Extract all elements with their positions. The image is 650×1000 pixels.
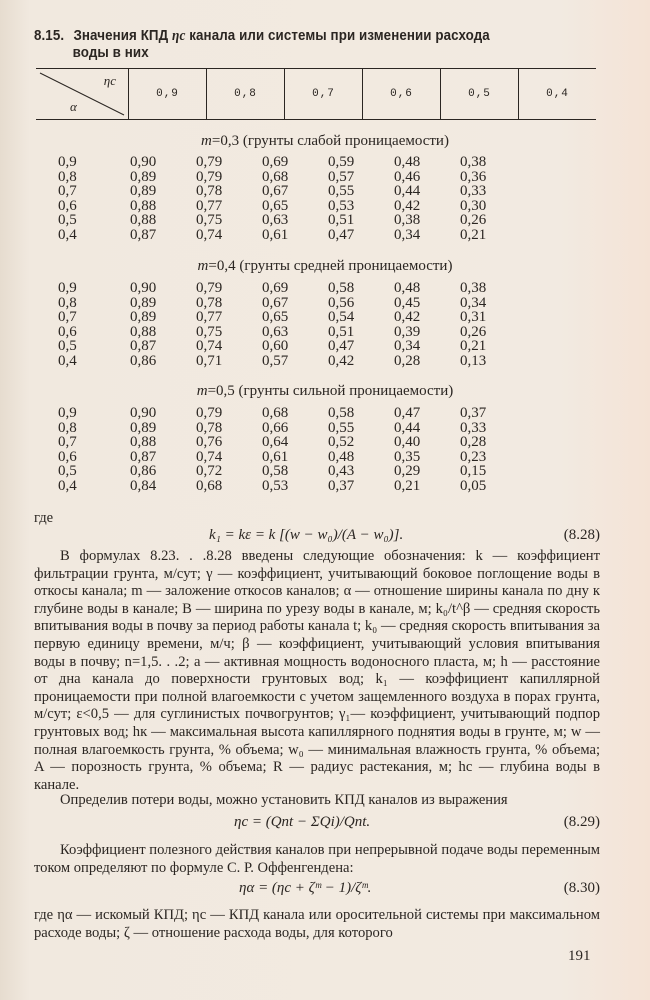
value-cell: 0,74 [196, 448, 223, 465]
table-row [58, 199, 526, 214]
table-row [58, 213, 526, 228]
value-cell: 0,34 [394, 338, 421, 355]
value-cell: 0,89 [130, 419, 157, 436]
value-cell: 0,90 [130, 405, 157, 421]
value-cell: 0,52 [328, 434, 355, 451]
group-title-m04: m=0,4 (грунты средней проницаемости) [197, 258, 453, 274]
table-group-m03 [58, 155, 526, 243]
column-header: 0,9 [129, 69, 207, 119]
value-cell: 0,89 [130, 294, 157, 311]
alpha-cell: 0,9 [58, 280, 77, 296]
corner-alpha-label: α [70, 99, 77, 114]
value-cell: 0,90 [130, 280, 157, 296]
value-cell: 0,30 [460, 197, 487, 214]
value-cell: 0,48 [394, 280, 421, 296]
value-cell: 0,75 [196, 323, 223, 340]
table-corner-cell [36, 69, 129, 119]
value-cell: 0,72 [196, 463, 223, 480]
value-cell: 0,53 [262, 477, 289, 494]
value-cell: 0,59 [328, 154, 355, 170]
value-cell: 0,79 [196, 168, 223, 185]
paragraph-offengenden: Коэффициент полезного действия каналов при непрерывной подаче воды переменным током определяют по формуле С. Р. Оффенгендена: [34, 842, 600, 876]
value-cell: 0,51 [328, 323, 355, 340]
value-cell: 0,34 [460, 294, 487, 311]
value-cell: 0,88 [130, 323, 157, 340]
value-cell: 0,31 [460, 309, 487, 326]
table-row [58, 450, 526, 465]
value-cell: 0,86 [130, 352, 157, 369]
value-cell: 0,38 [394, 212, 421, 229]
value-cell: 0,28 [394, 352, 421, 369]
value-cell: 0,21 [460, 226, 487, 243]
table-row [58, 464, 526, 479]
value-cell: 0,21 [394, 477, 421, 494]
caption-text-line2: воды в них [72, 45, 149, 61]
formula-expression: k₁ = kε = k [(w − w₀)/(A − w₀)]. [209, 527, 404, 543]
value-cell: 0,90 [130, 154, 157, 170]
alpha-cell: 0,8 [58, 294, 77, 311]
table-row [58, 310, 526, 325]
value-cell: 0,44 [394, 183, 421, 200]
equation-number: (8.28) [563, 527, 600, 543]
alpha-cell: 0,7 [58, 434, 77, 451]
value-cell: 0,58 [328, 405, 355, 421]
table-group-m05 [58, 406, 526, 494]
alpha-cell: 0,4 [58, 477, 77, 494]
table-row [58, 170, 526, 185]
value-cell: 0,78 [196, 419, 223, 436]
value-cell: 0,58 [328, 280, 355, 296]
value-cell: 0,33 [460, 183, 487, 200]
value-cell: 0,33 [460, 419, 487, 436]
value-cell: 0,74 [196, 226, 223, 243]
caption-symbol: ηc [172, 28, 186, 44]
value-cell: 0,87 [130, 448, 157, 465]
value-cell: 0,76 [196, 434, 223, 451]
alpha-cell: 0,6 [58, 323, 77, 340]
formula-expression: ηα = (ηc + ζᵐ − 1)/ζᵐ. [239, 880, 372, 896]
caption-text-b: канала или системы при изменении расхода [189, 28, 490, 44]
alpha-cell: 0,5 [58, 212, 77, 229]
value-cell: 0,88 [130, 434, 157, 451]
table-row [58, 435, 526, 450]
column-header: 0,7 [285, 69, 363, 119]
paragraph-kpd-intro: Определив потери воды, можно установить КПД каналов из выражения [60, 792, 508, 808]
value-cell: 0,56 [328, 294, 355, 311]
value-cell: 0,39 [394, 323, 421, 340]
value-cell: 0,74 [196, 338, 223, 355]
table-number: 8.15. [34, 28, 65, 44]
value-cell: 0,79 [196, 405, 223, 421]
value-cell: 0,47 [328, 226, 355, 243]
value-cell: 0,37 [460, 405, 487, 421]
corner-eta-label: ηc [103, 73, 116, 88]
alpha-cell: 0,4 [58, 352, 77, 369]
alpha-cell: 0,7 [58, 183, 77, 200]
value-cell: 0,61 [262, 226, 289, 243]
value-cell: 0,42 [394, 309, 421, 326]
value-cell: 0,63 [262, 323, 289, 340]
value-cell: 0,42 [328, 352, 355, 369]
value-cell: 0,26 [460, 323, 487, 340]
value-cell: 0,66 [262, 419, 289, 436]
value-cell: 0,28 [460, 434, 487, 451]
value-cell: 0,64 [262, 434, 289, 451]
equation-number: (8.30) [563, 880, 600, 896]
value-cell: 0,68 [196, 477, 223, 494]
table-row [58, 281, 526, 296]
value-cell: 0,40 [394, 434, 421, 451]
value-cell: 0,87 [130, 226, 157, 243]
table-row [58, 421, 526, 436]
value-cell: 0,65 [262, 197, 289, 214]
value-cell: 0,51 [328, 212, 355, 229]
value-cell: 0,36 [460, 168, 487, 185]
value-cell: 0,67 [262, 294, 289, 311]
column-header: 0,8 [207, 69, 285, 119]
value-cell: 0,77 [196, 197, 223, 214]
table-row [58, 325, 526, 340]
value-cell: 0,78 [196, 294, 223, 311]
value-cell: 0,45 [394, 294, 421, 311]
table-row [58, 228, 526, 243]
table-row [58, 155, 526, 170]
alpha-cell: 0,7 [58, 309, 77, 326]
value-cell: 0,38 [460, 154, 487, 170]
value-cell: 0,61 [262, 448, 289, 465]
value-cell: 0,58 [262, 463, 289, 480]
value-cell: 0,67 [262, 183, 289, 200]
value-cell: 0,84 [130, 477, 157, 494]
value-cell: 0,89 [130, 309, 157, 326]
alpha-cell: 0,5 [58, 463, 77, 480]
value-cell: 0,26 [460, 212, 487, 229]
paragraph-definitions: где ηα — искомый КПД; ηc — КПД канала или оросительной системы при максимальном расходе воды; ζ — отношение расхода воды, для которого [34, 907, 600, 941]
value-cell: 0,79 [196, 154, 223, 170]
table-row [58, 184, 526, 199]
value-cell: 0,79 [196, 280, 223, 296]
value-cell: 0,65 [262, 309, 289, 326]
value-cell: 0,46 [394, 168, 421, 185]
equation-number: (8.29) [563, 814, 600, 830]
value-cell: 0,48 [394, 154, 421, 170]
value-cell: 0,89 [130, 168, 157, 185]
value-cell: 0,57 [262, 352, 289, 369]
value-cell: 0,88 [130, 212, 157, 229]
table-row [58, 296, 526, 311]
value-cell: 0,48 [328, 448, 355, 465]
where-label: где [34, 510, 54, 526]
value-cell: 0,35 [394, 448, 421, 465]
alpha-cell: 0,6 [58, 448, 77, 465]
value-cell: 0,37 [328, 477, 355, 494]
group-title-m03: m=0,3 (грунты слабой проницаемости) [201, 133, 449, 149]
value-cell: 0,53 [328, 197, 355, 214]
value-cell: 0,15 [460, 463, 487, 480]
table-header [36, 68, 596, 120]
value-cell: 0,55 [328, 419, 355, 436]
alpha-cell: 0,8 [58, 419, 77, 436]
alpha-cell: 0,6 [58, 197, 77, 214]
table-row [58, 406, 526, 421]
column-header: 0,6 [363, 69, 441, 119]
value-cell: 0,86 [130, 463, 157, 480]
value-cell: 0,71 [196, 352, 223, 369]
value-cell: 0,78 [196, 183, 223, 200]
value-cell: 0,42 [394, 197, 421, 214]
column-header: 0,5 [441, 69, 519, 119]
table-row [58, 479, 526, 494]
value-cell: 0,69 [262, 154, 289, 170]
alpha-cell: 0,9 [58, 154, 77, 170]
value-cell: 0,68 [262, 168, 289, 185]
caption-text-a: Значения КПД [73, 28, 169, 44]
value-cell: 0,23 [460, 448, 487, 465]
value-cell: 0,47 [328, 338, 355, 355]
page-number: 191 [568, 948, 591, 964]
value-cell: 0,05 [460, 477, 487, 494]
value-cell: 0,77 [196, 309, 223, 326]
paragraph-notation: В формулах 8.23. . .8.28 введены следующие обозначения: k — коэффициент фильтрации грунта, м/сут; γ — коэффициент, учитывающий боковое поглощение воды в откосы канала; m — заложение откосов каналов; α — отношение ширины канала по дну к глубине воды в канале; B — ширина по урезу воды в канале, м; k₀/t^β — средняя скорость впитывания воды в почву за период работы канала t; k₀ — средняя скорость впитывания за первую единицу времени, м/ч; β — коэффициент, учитывающий условия впитывания воды в почву; n=1,5. . .2; a — активная мощность водоносного пласта, м; h — расстояние от дна канала до поверхности грунтовых вод; k₁ — коэффициент капиллярной проницаемости при полной влагоемкости с учетом защемленного воздуха в порах грунта, м/сут; ε<0,5 — для суглинистых почвогрунтов; γ₁— коэффициент, учитывающий подпор грунтовых вод; hк — максимальная высота капиллярного поднятия воды в грунте, м; w — полная влагоемкость грунта, % объема; w₀ — минимальная влажность грунта, % объема; A — порозность грунта, % объема; R — радиус растекания, м; hc — глубина воды в канале. [34, 548, 600, 793]
value-cell: 0,57 [328, 168, 355, 185]
value-cell: 0,44 [394, 419, 421, 436]
value-cell: 0,60 [262, 338, 289, 355]
alpha-cell: 0,4 [58, 226, 77, 243]
value-cell: 0,34 [394, 226, 421, 243]
column-header: 0,4 [546, 88, 569, 100]
table-row [58, 339, 526, 354]
value-cell: 0,88 [130, 197, 157, 214]
value-cell: 0,75 [196, 212, 223, 229]
value-cell: 0,13 [460, 352, 487, 369]
value-cell: 0,63 [262, 212, 289, 229]
value-cell: 0,55 [328, 183, 355, 200]
value-cell: 0,69 [262, 280, 289, 296]
value-cell: 0,47 [394, 405, 421, 421]
value-cell: 0,54 [328, 309, 355, 326]
value-cell: 0,89 [130, 183, 157, 200]
group-title-m05: m=0,5 (грунты сильной проницаемости) [196, 383, 454, 399]
value-cell: 0,68 [262, 405, 289, 421]
table-group-m04 [58, 281, 526, 369]
alpha-cell: 0,8 [58, 168, 77, 185]
alpha-cell: 0,5 [58, 338, 77, 355]
value-cell: 0,38 [460, 280, 487, 296]
table-row [58, 354, 526, 369]
table-caption [34, 28, 512, 62]
formula-expression: ηc = (Qnt − ΣQi)/Qnt. [234, 814, 371, 830]
value-cell: 0,87 [130, 338, 157, 355]
alpha-cell: 0,9 [58, 405, 77, 421]
value-cell: 0,43 [328, 463, 355, 480]
value-cell: 0,21 [460, 338, 487, 355]
value-cell: 0,29 [394, 463, 421, 480]
